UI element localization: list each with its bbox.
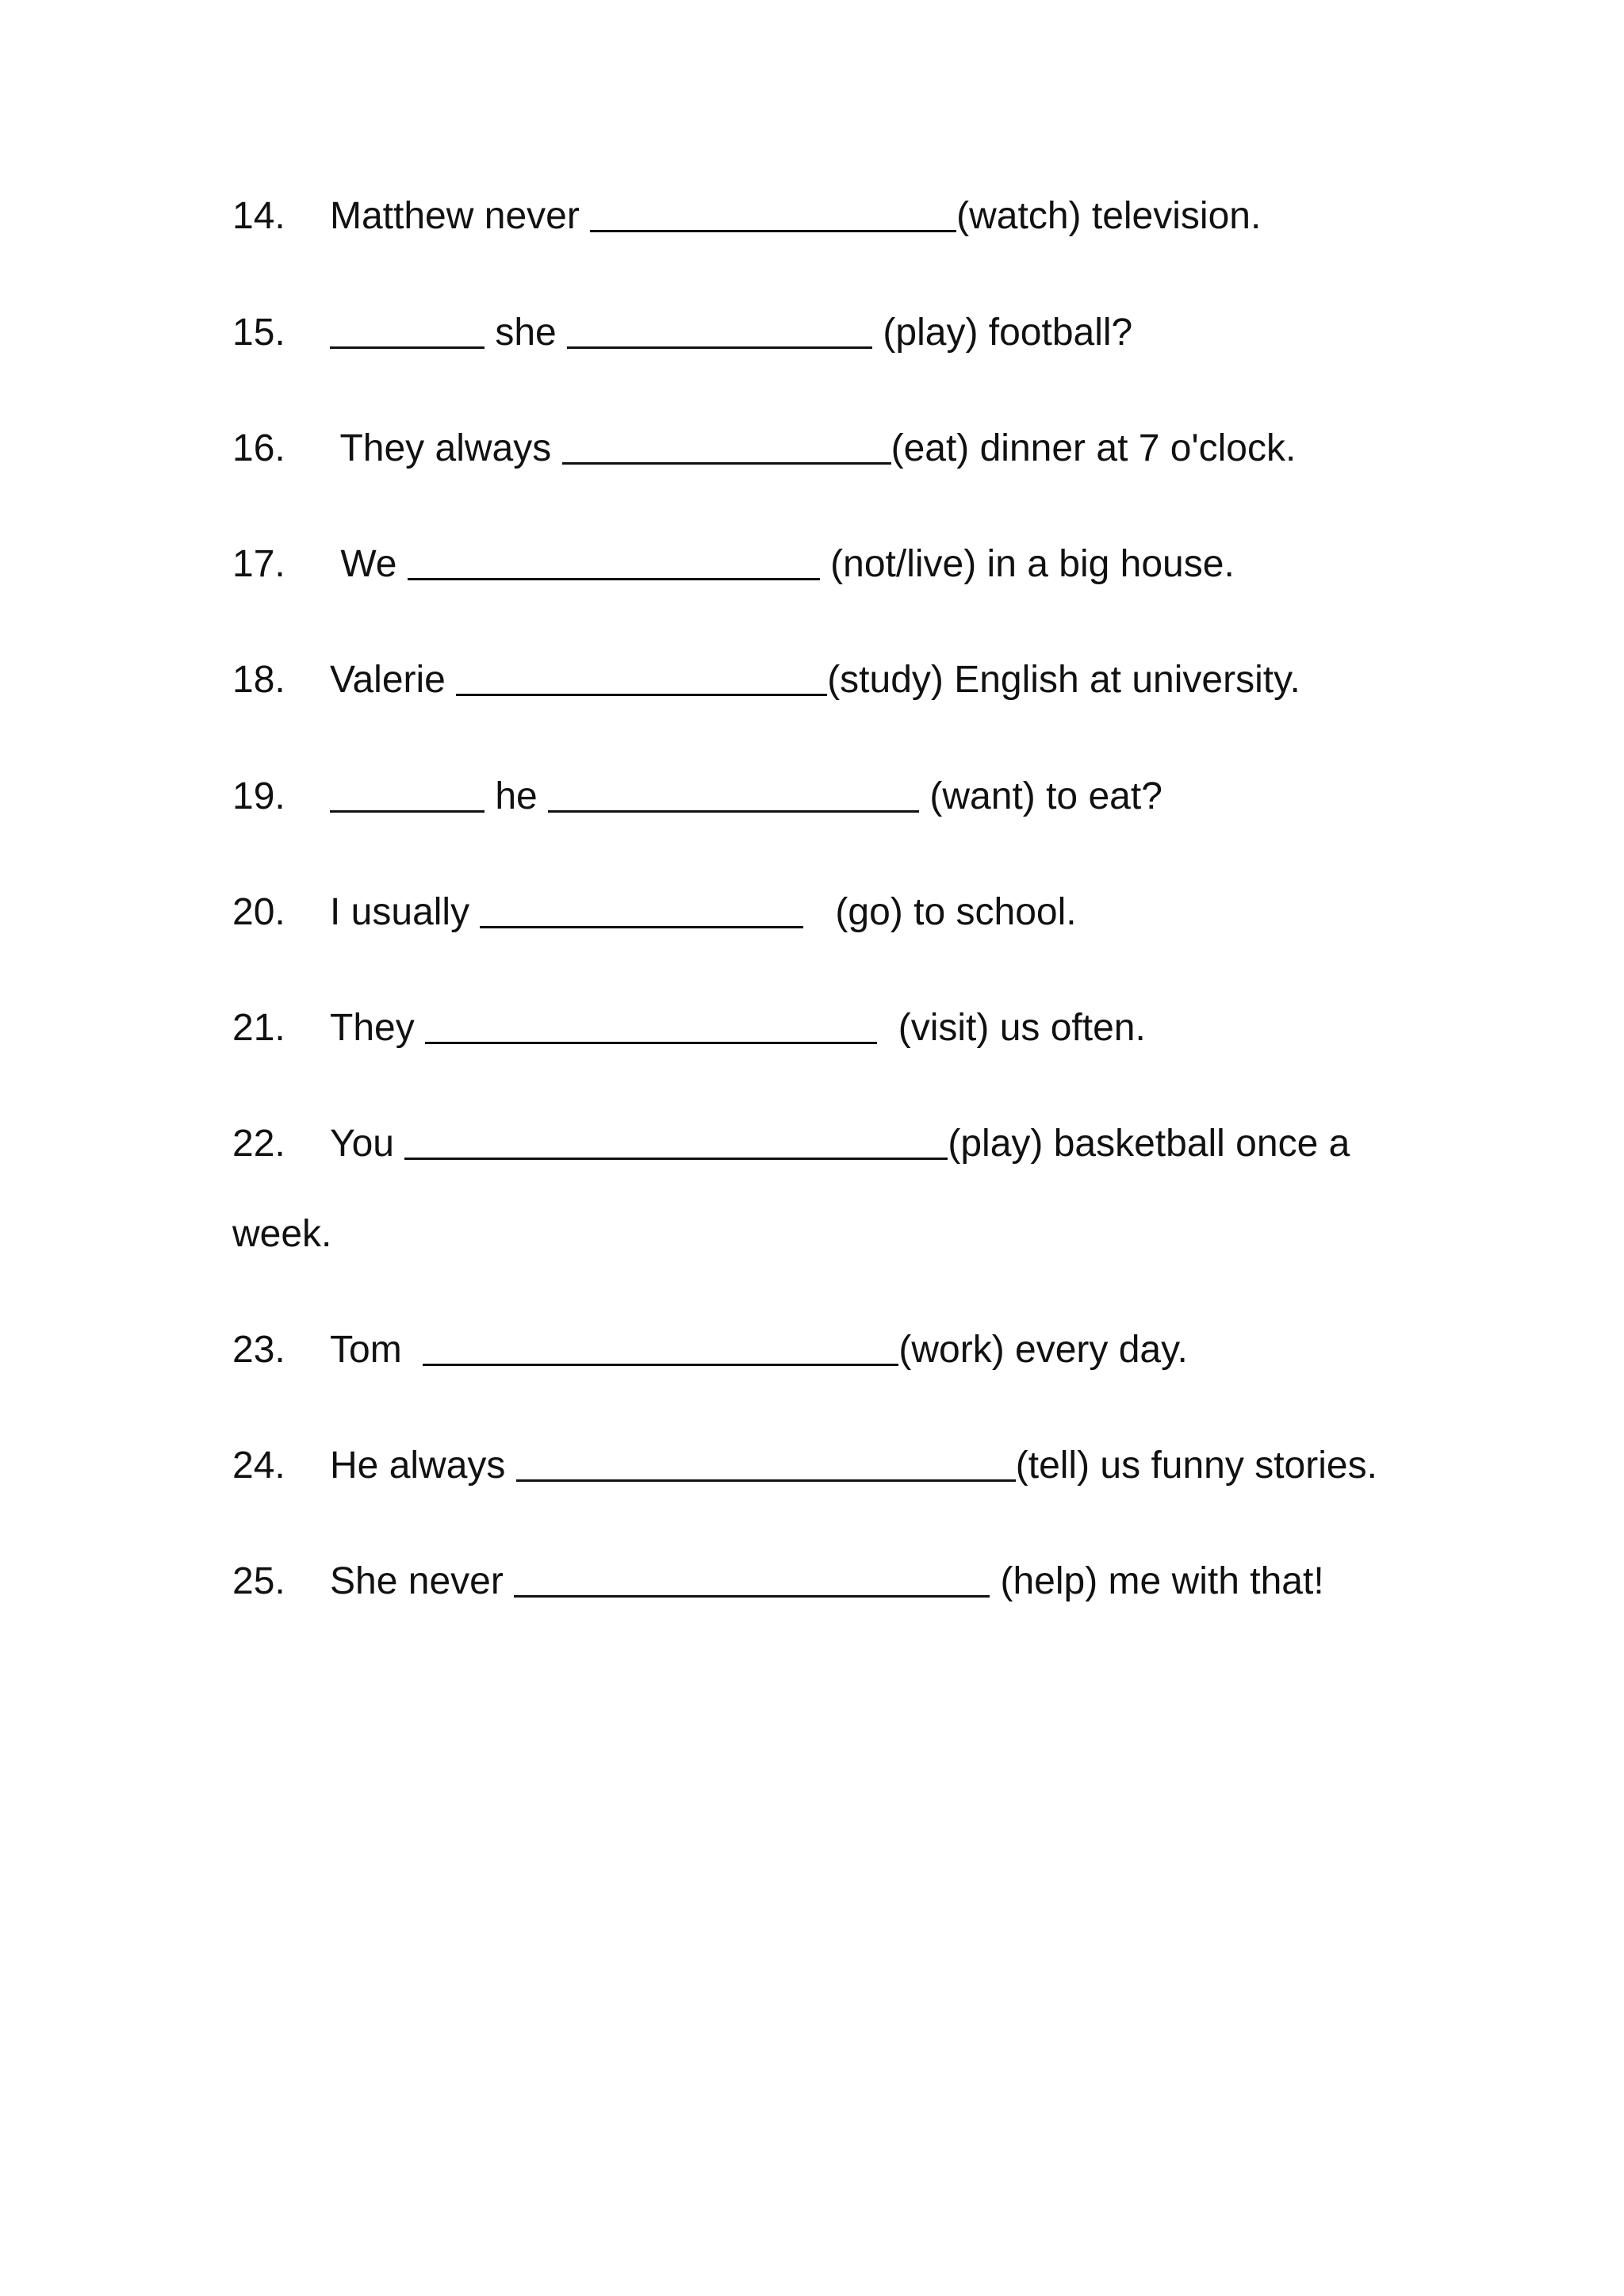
sentence-text-before: Matthew never	[330, 195, 591, 237]
exercise-number: 20.	[232, 891, 285, 933]
sentence-text-before: I usually	[330, 891, 481, 933]
sentence-text-after: (not/live) in a big house.	[819, 543, 1235, 585]
exercise-number: 22.	[232, 1123, 285, 1165]
sentence-text-before: She never	[330, 1560, 515, 1602]
answer-blank[interactable]	[548, 765, 919, 813]
sentence-text-before: Valerie	[330, 659, 457, 701]
exercise-number: 15.	[232, 312, 285, 354]
sentence-text-before: Tom	[330, 1329, 423, 1371]
answer-blank[interactable]	[425, 997, 877, 1044]
answer-blank-auxiliary[interactable]	[330, 301, 485, 349]
exercise-number: 25.	[232, 1560, 285, 1602]
sentence-text-after: (help) me with that!	[990, 1560, 1324, 1602]
exercise-22-continuation: week.	[232, 1213, 332, 1255]
sentence-text-mid: he	[485, 775, 549, 817]
sentence-text-before: We	[330, 543, 408, 585]
answer-blank[interactable]	[404, 1112, 948, 1160]
answer-blank[interactable]	[423, 1318, 898, 1366]
answer-blank[interactable]	[514, 1550, 990, 1598]
sentence-text-before: He always	[330, 1445, 516, 1487]
exercise-number: 17.	[232, 543, 285, 585]
sentence-text-after: (tell) us funny stories.	[1015, 1445, 1377, 1487]
answer-blank[interactable]	[562, 417, 891, 465]
sentence-text-after: (eat) dinner at 7 o'clock.	[891, 427, 1297, 469]
sentence-text-after: (play) football?	[872, 312, 1133, 354]
exercise-number: 18.	[232, 659, 285, 701]
sentence-text-after: (play) basketball once a	[948, 1123, 1350, 1165]
sentence-text-after: (go) to school.	[803, 891, 1077, 933]
answer-blank[interactable]	[408, 533, 820, 580]
sentence-text-before: They	[330, 1007, 426, 1049]
sentence-text-after: (watch) television.	[956, 195, 1262, 237]
exercise-number: 24.	[232, 1445, 285, 1487]
answer-blank[interactable]	[590, 185, 956, 232]
exercise-number: 21.	[232, 1007, 285, 1049]
answer-blank[interactable]	[456, 649, 827, 696]
sentence-text-after: (visit) us often.	[877, 1007, 1146, 1049]
sentence-text-mid: she	[485, 312, 568, 354]
exercise-number: 16.	[232, 427, 285, 469]
sentence-text-before: You	[330, 1123, 405, 1165]
answer-blank[interactable]	[516, 1434, 1016, 1482]
answer-blank-auxiliary[interactable]	[330, 765, 485, 813]
sentence-text-after: (study) English at university.	[827, 659, 1300, 701]
sentence-text-after: (work) every day.	[898, 1329, 1188, 1371]
answer-blank[interactable]	[480, 881, 803, 928]
sentence-text-before: They always	[330, 427, 562, 469]
exercise-number: 19.	[232, 775, 285, 817]
answer-blank[interactable]	[567, 301, 872, 349]
exercise-number: 14.	[232, 195, 285, 237]
sentence-text-after: (want) to eat?	[919, 775, 1162, 817]
exercise-number: 23.	[232, 1329, 285, 1371]
